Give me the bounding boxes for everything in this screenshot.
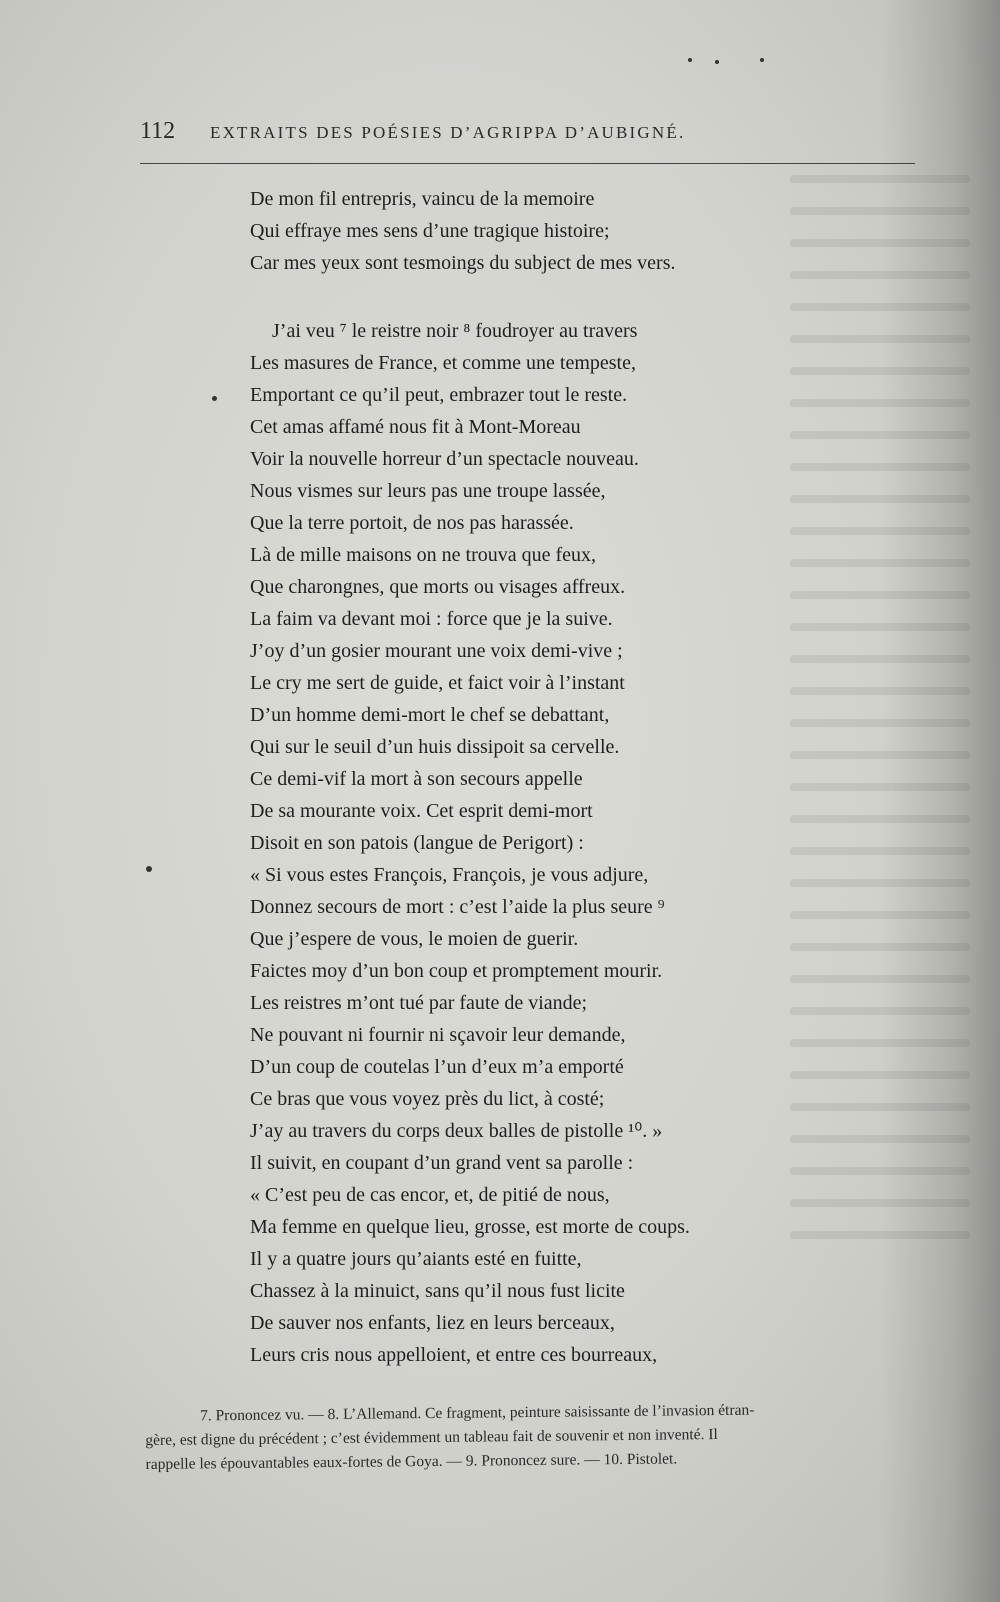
verse-line: J’ay au travers du corps deux balles de pistolle ¹⁰. » <box>250 1120 663 1142</box>
verse-line: Les reistres m’ont tué par faute de viande; <box>250 992 588 1014</box>
running-title: EXTRAITS DES POÉSIES D’AGRIPPA D’AUBIGNÉ. <box>210 123 686 142</box>
verse-line: De mon fil entrepris, vaincu de la memoire <box>250 188 595 210</box>
print-speck <box>146 866 152 872</box>
poem-text <box>250 183 810 1371</box>
print-speck <box>715 60 719 64</box>
page-number: 112 <box>140 118 176 144</box>
verse-line: Que j’espere de vous, le moien de guerir. <box>250 928 579 950</box>
verse-line: Donnez secours de mort : c’est l’aide la plus seure ⁹ <box>250 896 665 918</box>
footnote-line: gère, est digne du précédent ; c’est évidemment un tableau fait de souvenir et non inventé. Il <box>145 1426 718 1449</box>
verse-line: Il y a quatre jours qu’aiants esté en fuitte, <box>250 1248 582 1270</box>
verse-line: Disoit en son patois (langue de Perigort) : <box>250 832 584 854</box>
verse-line: Faictes moy d’un bon coup et promptement mourir. <box>250 960 663 982</box>
verse-line: Que la terre portoit, de nos pas harassée. <box>250 512 574 534</box>
verse-line: Ce demi-vif la mort à son secours appelle <box>250 768 583 790</box>
print-speck <box>212 396 217 401</box>
verse-line: « Si vous estes François, François, je vous adjure, <box>250 864 649 886</box>
verse-line: J’ai veu ⁷ le reistre noir ⁸ foudroyer au travers <box>272 320 638 342</box>
verse-line: Chassez à la minuict, sans qu’il nous fust licite <box>250 1280 625 1302</box>
verse-line: Cet amas affamé nous fit à Mont-Moreau <box>250 416 581 438</box>
print-speck <box>760 58 764 62</box>
verse-line: Leurs cris nous appelloient, et entre ces bourreaux, <box>250 1344 658 1366</box>
verse-line: Ce bras que vous voyez près du lict, à costé; <box>250 1088 605 1110</box>
verse-line: La faim va devant moi : force que je la suive. <box>250 608 613 630</box>
footnote-line: rappelle les épouvantables eaux-fortes de Goya. — 9. Prononcez sure. — 10. Pistolet. <box>145 1450 678 1473</box>
verse-line: Ne pouvant ni fournir ni sçavoir leur demande, <box>250 1024 626 1046</box>
verse-line: Qui sur le seuil d’un huis dissipoit sa cervelle. <box>250 736 620 758</box>
verse-line: D’un coup de coutelas l’un d’eux m’a emporté <box>250 1056 624 1078</box>
verse-line: Qui effraye mes sens d’une tragique histoire; <box>250 220 610 242</box>
verse-line: Car mes yeux sont tesmoings du subject de mes vers. <box>250 252 676 274</box>
verse-line: Que charongnes, que morts ou visages affreux. <box>250 576 626 598</box>
verse-line: « C’est peu de cas encor, et, de pitié de nous, <box>250 1184 610 1206</box>
verse-line: Nous vismes sur leurs pas une troupe lassée, <box>250 480 606 502</box>
verse-line: De sauver nos enfants, liez en leurs berceaux, <box>250 1312 615 1334</box>
stanza <box>250 183 810 279</box>
verse-line: J’oy d’un gosier mourant une voix demi-vive ; <box>250 640 623 662</box>
print-speck <box>688 58 692 62</box>
verse-line: Emportant ce qu’il peut, embrazer tout le reste. <box>250 384 628 406</box>
verse-line: Les masures de France, et comme une tempeste, <box>250 352 636 374</box>
footnotes <box>145 1397 936 1477</box>
verse-line: Là de mille maisons on ne trouva que feux, <box>250 544 597 566</box>
verse-line: D’un homme demi-mort le chef se debattant, <box>250 704 610 726</box>
verse-line: Ma femme en quelque lieu, grosse, est morte de coups. <box>250 1216 690 1238</box>
stanza <box>250 315 810 1371</box>
footnote-line: 7. Prononcez vu. — 8. L’Allemand. Ce fragment, peinture saisissante de l’invasion étran- <box>200 1401 755 1425</box>
verse-line: Il suivit, en coupant d’un grand vent sa parolle : <box>250 1152 634 1174</box>
verse-line: Voir la nouvelle horreur d’un spectacle nouveau. <box>250 448 639 470</box>
header-rule <box>140 163 915 164</box>
verse-line: De sa mourante voix. Cet esprit demi-mort <box>250 800 593 822</box>
page-header <box>140 118 815 148</box>
verse-line: Le cry me sert de guide, et faict voir à l’instant <box>250 672 625 694</box>
